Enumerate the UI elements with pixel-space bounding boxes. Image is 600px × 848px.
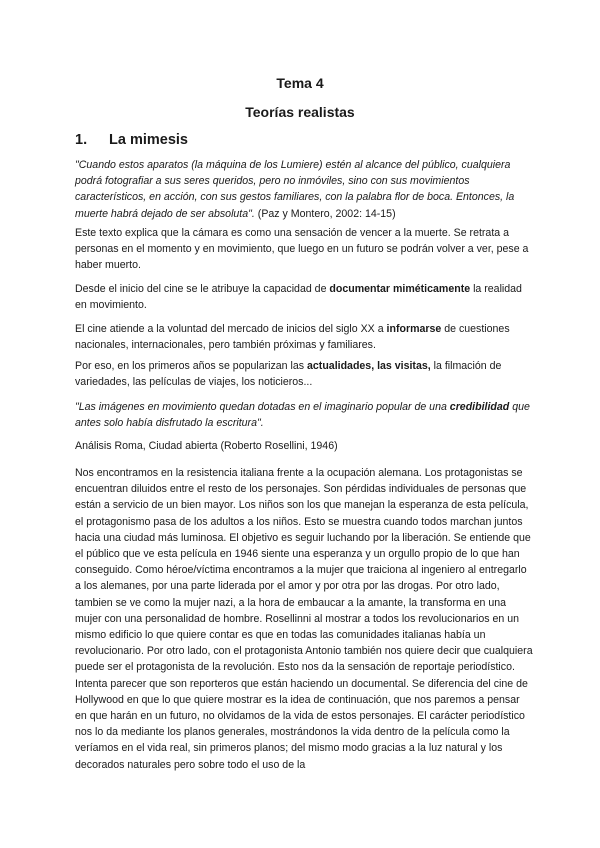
paragraph-1: Este texto explica que la cámara es como una sensación de vencer a la muerte. Se retrata a personas en el momento y en movimiento, que luego en un futuro se podrán volver a ver, pese a haber muerto. [75,227,529,272]
section-number: 1. [75,132,88,148]
paragraph-2-text-a: Desde el inicio del cine se le atribuye la capacidad de [75,283,330,295]
paragraph-4-text-a: Por eso, en los primeros años se popularizan las [75,360,308,372]
paragraph-4-bold: actualidades, las visitas, [307,360,431,372]
document-subtitle: Teorías realistas [245,104,355,120]
credibility-quote-bold: credibilidad [449,401,510,413]
section-title: La mimesis [109,132,188,148]
credibility-quote-text-c: que antes solo había disfrutado la escritura". [75,401,530,430]
analysis-body: Nos encontramos en la resistencia italiana frente a la ocupación alemana. Los protagonistas se encuentran diluidos entre el resto de los personajes. Son pérdidas individuales de personas que están a servicio de un bien mayor. Los niños son los que manejan la esperanza de esta película, el protagonismo pasa de los adultos a los niños. Esto se muestra cuando todos marchan juntos hacia una ciudad más luminosa. El objetivo es seguir luchando por la liberación. Se entiende que el público que ve esta película en 1946 siente una esperanza y un orgullo propio de lo que han conseguido. Como héroe/víctima encontramos a la mujer que traiciona al ingeniero al entregarlo a los alemanes, por una parte liderada por el amor y por otra por las drogas. Por otro lado, tambien se ve como la mujer nazi, a la hora de embaucar a la amante, la transforma en una mujer con una personalidad de hombre. Rosellinni al mostrar a todos los revolucionarios en un mismo edificio lo que quiere contar es que en todas las comunidades italianas había un revolucionario. Por otro lado, con el protagonista Antonio también nos quiere decir que cualquiera puede ser el protagonista de la revolución. Esto nos da la sensación de reportaje periodístico. Intenta parecer que son reporteros que están haciendo un documental. Se diferencia del cine de Hollywood en que lo que quiere mostrar es la idea de continuación, que nos paremos a pensar en que harán en un futuro, no olvidamos de la vida de estos personajes. El carácter periodístico nos lo da mediante los planos generales, mostrándonos la vida dentro de la película como la veríamos en el vida real, sin primeros planos; del mismo modo gracias a la luz natural y los decorados naturales pero sobre todo el uso de la [75,467,533,771]
paragraph-4 [75,358,533,390]
opening-quote [75,157,533,222]
paragraph-4-text-c: la filmación de variedades, las películas de viajes, los noticieros... [75,360,502,389]
paragraph-2-text-c: la realidad en movimiento. [75,283,522,312]
paragraph-3-text-c: de cuestiones nacionales, internacionales, pero también próximas y familiares. [75,323,510,352]
document-title: Tema 4 [276,75,324,91]
quote-text: "Cuando estos aparatos (la máquina de los Lumiere) estén al alcance del público, cualquiera podrá fotografiar a sus seres queridos, pero no inmóviles, sino con sus movimientos característicos, en acción, con sus gestos familiares, con la palabra flor de boca. Entonces, la muerte habrá dejado de ser absoluta". [75,159,515,220]
analysis-heading: Análisis Roma, Ciudad abierta (Roberto Rosellini, 1946) [75,440,338,452]
paragraph-2 [75,281,533,313]
paragraph-2-bold: documentar miméticamente [329,283,471,295]
paragraph-3-bold: informarse [386,323,442,335]
quote-citation: (Paz y Montero, 2002: 14-15) [254,207,396,220]
paragraph-3-text-a: El cine atiende a la voluntad del mercado de inicios del siglo XX a [75,323,387,335]
credibility-quote-text-a: "Las imágenes en movimiento quedan dotadas en el imaginario popular de una [75,401,450,413]
credibility-quote [75,399,533,431]
paragraph-3 [75,321,533,353]
section-heading [75,132,188,148]
